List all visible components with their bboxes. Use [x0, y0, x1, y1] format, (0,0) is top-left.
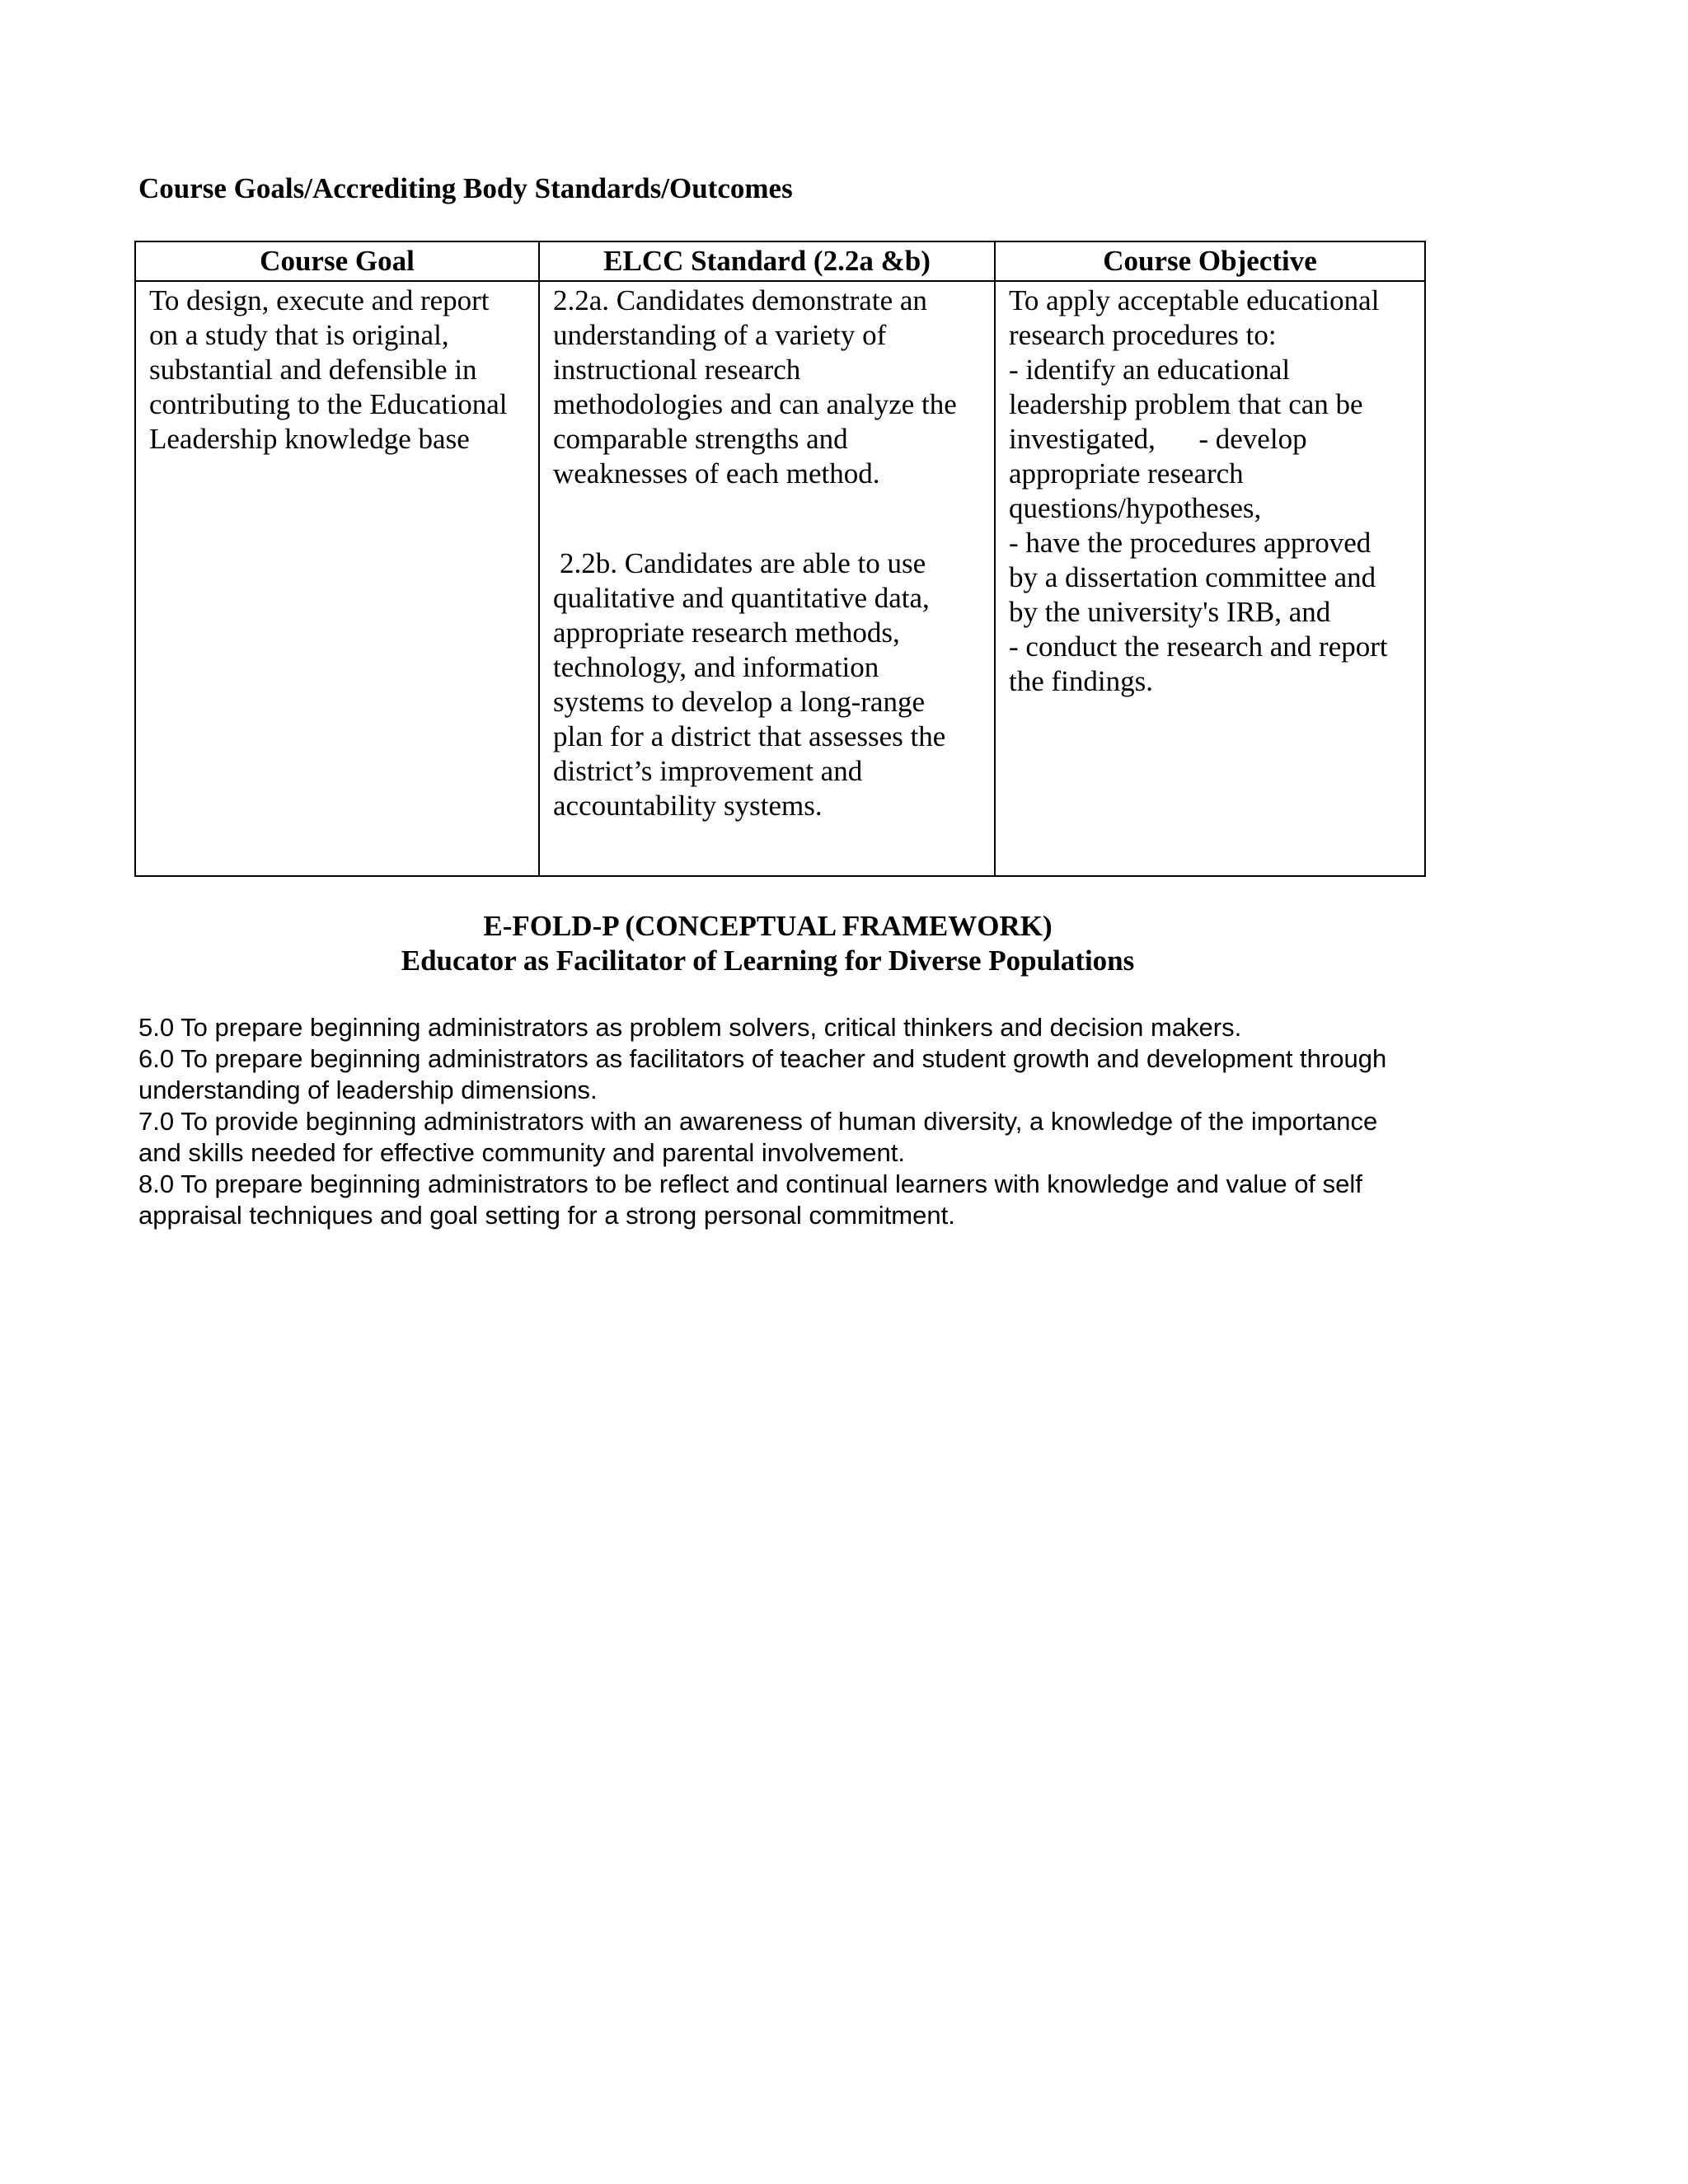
objective-line: appropriate research	[1009, 457, 1244, 490]
table-header-row	[135, 241, 1425, 281]
objective-line: To apply acceptable educational	[1009, 284, 1380, 316]
elcc-2b-line: accountability systems.	[553, 790, 823, 822]
course-objective-cell	[995, 281, 1425, 876]
objective-line: investigated, - develop	[1009, 423, 1307, 455]
conceptual-framework-heading	[0, 909, 1536, 978]
section-heading: Course Goals/Accrediting Body Standards/Outcomes	[138, 172, 793, 204]
elcc-2b-line: 2.2b. Candidates are able to use	[560, 547, 926, 579]
elcc-2b-line: qualitative and quantitative data,	[553, 582, 930, 614]
elcc-standard-cell	[539, 281, 995, 876]
paragraph-spacer	[553, 491, 981, 546]
objective-line: questions/hypotheses,	[1009, 492, 1262, 524]
header-course-goal: Course Goal	[135, 241, 539, 281]
objective-line: - conduct the research and report	[1009, 630, 1388, 663]
outcomes-list	[138, 1012, 1540, 1231]
elcc-2b-line: plan for a district that assesses the	[553, 720, 946, 752]
outcome-line: appraisal techniques and goal setting for a strong personal commitment.	[138, 1201, 955, 1230]
header-course-objective: Course Objective	[995, 241, 1425, 281]
elcc-2a-line: instructional research	[553, 354, 801, 386]
objective-line: by the university's IRB, and	[1009, 596, 1331, 628]
elcc-2a-line: comparable strengths and	[553, 423, 848, 455]
course-goal-line: To design, execute and report	[149, 284, 490, 316]
elcc-2b-line: systems to develop a long-range	[553, 686, 926, 718]
objective-line: by a dissertation committee and	[1009, 561, 1376, 593]
elcc-2a-line: weaknesses of each method.	[553, 457, 880, 490]
objective-line: - have the procedures approved	[1009, 527, 1372, 559]
header-elcc-standard: ELCC Standard (2.2a &b)	[539, 241, 995, 281]
framework-subtitle: Educator as Facilitator of Learning for Diverse Populations	[401, 944, 1135, 977]
course-goal-cell	[135, 281, 539, 876]
elcc-2a-line: 2.2a. Candidates demonstrate an	[553, 284, 927, 316]
objective-line: the findings.	[1009, 665, 1153, 697]
outcome-line: and skills needed for effective community and parental involvement.	[138, 1138, 905, 1167]
course-goal-line: contributing to the Educational	[149, 388, 508, 420]
outcome-line: 5.0 To prepare beginning administrators as problem solvers, critical thinkers and decision makers.	[138, 1013, 1242, 1042]
outcome-line: 8.0 To prepare beginning administrators to be reflect and continual learners with knowledge and value of self	[138, 1169, 1362, 1198]
objective-line: research procedures to:	[1009, 319, 1277, 351]
framework-title: E-FOLD-P (CONCEPTUAL FRAMEWORK)	[483, 910, 1053, 942]
elcc-2a-line: methodologies and can analyze the	[553, 388, 957, 420]
course-goal-line: Leadership knowledge base	[149, 423, 470, 455]
elcc-2b-line: district’s improvement and	[553, 755, 863, 787]
objective-line: leadership problem that can be	[1009, 388, 1363, 420]
course-goal-line: substantial and defensible in	[149, 354, 477, 386]
goals-standards-table	[134, 241, 1426, 877]
outcome-line: 6.0 To prepare beginning administrators as facilitators of teacher and student growth and development through	[138, 1044, 1387, 1073]
course-goal-line: on a study that is original,	[149, 319, 449, 351]
elcc-2a-line: understanding of a variety of	[553, 319, 887, 351]
table-row	[135, 281, 1425, 876]
objective-line: - identify an educational	[1009, 354, 1291, 386]
outcome-line: 7.0 To provide beginning administrators with an awareness of human diversity, a knowledge of the importance	[138, 1107, 1378, 1136]
outcome-line: understanding of leadership dimensions.	[138, 1076, 598, 1104]
elcc-2b-line: technology, and information	[553, 651, 879, 683]
elcc-2b-line: appropriate research methods,	[553, 616, 900, 649]
